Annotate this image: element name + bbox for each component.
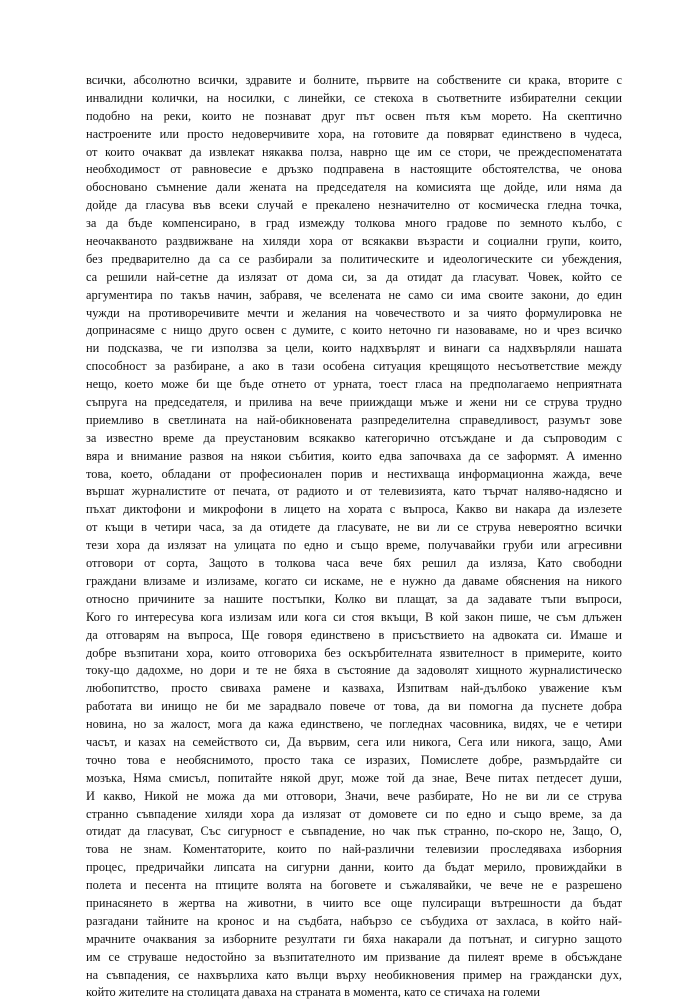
text-line: са решили най-сетне да излязат от дома си, за да отидат да гласуват. Човек, който се bbox=[86, 269, 622, 284]
text-line: ни подсказва, че ги използва за цели, които надхвърлят и винаги са надхвърляли нашата bbox=[86, 341, 622, 356]
text-line: вършат журналистите от печата, от радиото и от телевизията, като търчат наляво-надясно и bbox=[86, 484, 622, 499]
text-line: странно съвпадение хиляди хора да излязат от домовете си по едно и също време, за да bbox=[86, 806, 622, 821]
text-line: нещо, което може би ще бъде отнето от урната, тоест гласа на предполагаемо неприятната bbox=[86, 377, 622, 392]
text-line: чужди на противоречивите мечти и желания на човечеството и за чиято формулировка не bbox=[86, 305, 622, 320]
text-line: приемливо в светлината на най-обикновената разпределителна справедливост, разумът зове bbox=[86, 412, 622, 427]
text-line: пъхат диктофони и микрофони в лицето на хората с въпроса, Какво ви накара да излезете bbox=[86, 502, 622, 517]
text-line: разгадани тайните на кронос и на съдбата, набързо се събудиха от захласа, в който най- bbox=[86, 913, 622, 928]
text-line: им се струваше недостойно за възпитателното им призвание да пилеят време в обсъждане bbox=[86, 949, 622, 964]
text-line: граждани влизаме и излизаме, когато си искаме, не е нужно да даваме обяснения на никого bbox=[86, 573, 622, 588]
body-text bbox=[86, 72, 622, 1002]
text-line: процес, предричайки липсата на сигурни данни, които да бъдат мерило, провиждайки в bbox=[86, 860, 622, 875]
text-line: вяра и внимание развоя на някои събития, които едва започваха да се заформят. А именно bbox=[86, 448, 622, 463]
text-line: за да бъде компенсирано, в град измежду толкова много градове по земното кълбо, с bbox=[86, 216, 622, 231]
text-line: настроените или просто недоверчивите хора, на готовите да повярват единствено в чудеса, bbox=[86, 126, 622, 141]
text-line: принасянето в жертва на животни, в чиито все още пулсиращи вътрешности да бъдат bbox=[86, 895, 622, 910]
text-line: съпруга на председателя, и прилива на вече прииждащи мъже и жени ни се струва трудно bbox=[86, 395, 622, 410]
text-line: от които очакват да извлекат някаква полза, наврно ще им се стори, че преждеспоменатата bbox=[86, 144, 622, 159]
text-line: работата ви инищо не би ме зарадвало повече от това, да ви помогна да пуснете добра bbox=[86, 699, 622, 714]
text-line: И какво, Никой не можа да ми отговори, Значи, вече разбирате, Но не ви ли се струва bbox=[86, 788, 622, 803]
text-line: без предварително да са се разбирали за политическите и идеологическите си убеждения, bbox=[86, 251, 622, 266]
text-line: дойде да гласува във всеки случай е прекалено незначително от космическа гледна точка, bbox=[86, 198, 622, 213]
text-line: това не знам. Коментаторите, които по най-различни телевизии проследяваха изборния bbox=[86, 842, 622, 857]
text-line: отидат да гласуват, Със сигурност е съвпадение, но чак пък странно, по-скоро не, Защо, О, bbox=[86, 824, 622, 839]
text-line: това, което, обладани от професионален порив и нестихваща информационна жажда, вече bbox=[86, 466, 622, 481]
text-line: неочакваното раздвижване на хиляди хора от всякакви възрасти и социални групи, които, bbox=[86, 234, 622, 249]
text-line: тези хора да излязат на улицата по едно и също време, получавайки груби или агресивни bbox=[86, 538, 622, 553]
text-line: способност за разбиране, а ако в тази особена ситуация крещящото несъответствие между bbox=[86, 359, 622, 374]
text-line: допринасяме с нищо друго освен с думите, с които неточно ги назоваваме, но и чрез всичко bbox=[86, 323, 622, 338]
text-line: мозъка, Няма смисъл, попитайте някой друг, може той да знае, Вече питах петдесет души, bbox=[86, 770, 622, 785]
text-line: относно причините за нашите постъпки, Колко ви плащат, за да задавате тъпи въпроси, bbox=[86, 591, 622, 606]
text-line: обосновано съмнение дали жената на председателя на комисията ще дойде, или няма да bbox=[86, 180, 622, 195]
text-line: новина, но за жалост, мога да кажа единствено, че погледнах часовника, видях, че е четири bbox=[86, 717, 622, 732]
text-line: часът, и казах на семейството си, Да вървим, сега или никога, Сега или никога, защо, Ами bbox=[86, 734, 622, 749]
text-line: току-що дадохме, но дори и те не бяха в състояние да задоволят хищното журналистическо bbox=[86, 663, 622, 678]
text-line: от къщи в четири часа, за да отидете да гласувате, не ви ли се струва невероятно всички bbox=[86, 520, 622, 535]
text-line: Кого го интересува кога излизам или кога си стоя вкъщи, В кой закон пише, че съм длъжен bbox=[86, 609, 622, 624]
text-line: точно това е необяснимото, просто така се изразих, Помислете добре, размърдайте си bbox=[86, 752, 622, 767]
text-line: подобно на реки, които не познават друг път освен пътя към морето. На скептично bbox=[86, 108, 622, 123]
text-line: инвалидни колички, на носилки, с линейки, се стекоха в съответните избирателни секции bbox=[86, 90, 622, 105]
text-line: полета и песента на птиците волята на боговете и съжалявайки, че вече не е разрешено bbox=[86, 878, 622, 893]
text-line: да отговарям на въпроса, Ще говоря единствено в присъствието на адвоката си. Имаше и bbox=[86, 627, 622, 642]
text-line: добре възпитани хора, които отговориха без оскърбителната язвителност в примерите, които bbox=[86, 645, 622, 660]
text-line: който жителите на столицата даваха на страната в момента, като се стичаха на големи bbox=[86, 985, 540, 1000]
text-line: за известно време да преустановим всякакво категорично отсъждане и да съпроводим с bbox=[86, 430, 622, 445]
text-line: всички, абсолютно всички, здравите и болните, първите на собствените си крака, вторите с bbox=[86, 73, 622, 87]
text-line: любопитство, просто свиваха рамене и казваха, Изпитвам най-дълбоко уважение към bbox=[86, 681, 622, 696]
text-line: необходимост от равновесие е дръзко подправена в настоящите обстоятелства, че онова bbox=[86, 162, 622, 177]
text-line: на съвпадения, се нахвърлиха като вълци върху необикновения пример на граждански дух, bbox=[86, 967, 622, 982]
text-line: мрачните очаквания за изборните резултати ги бяха накарали да потънат, и сигурно защото bbox=[86, 931, 622, 946]
text-line: отговори от сорта, Защото в толкова часа вече бях решил да изляза, Като свободни bbox=[86, 556, 622, 571]
text-line: аргументира по такъв начин, забравя, че вселената не само си има своите закони, до един bbox=[86, 287, 622, 302]
